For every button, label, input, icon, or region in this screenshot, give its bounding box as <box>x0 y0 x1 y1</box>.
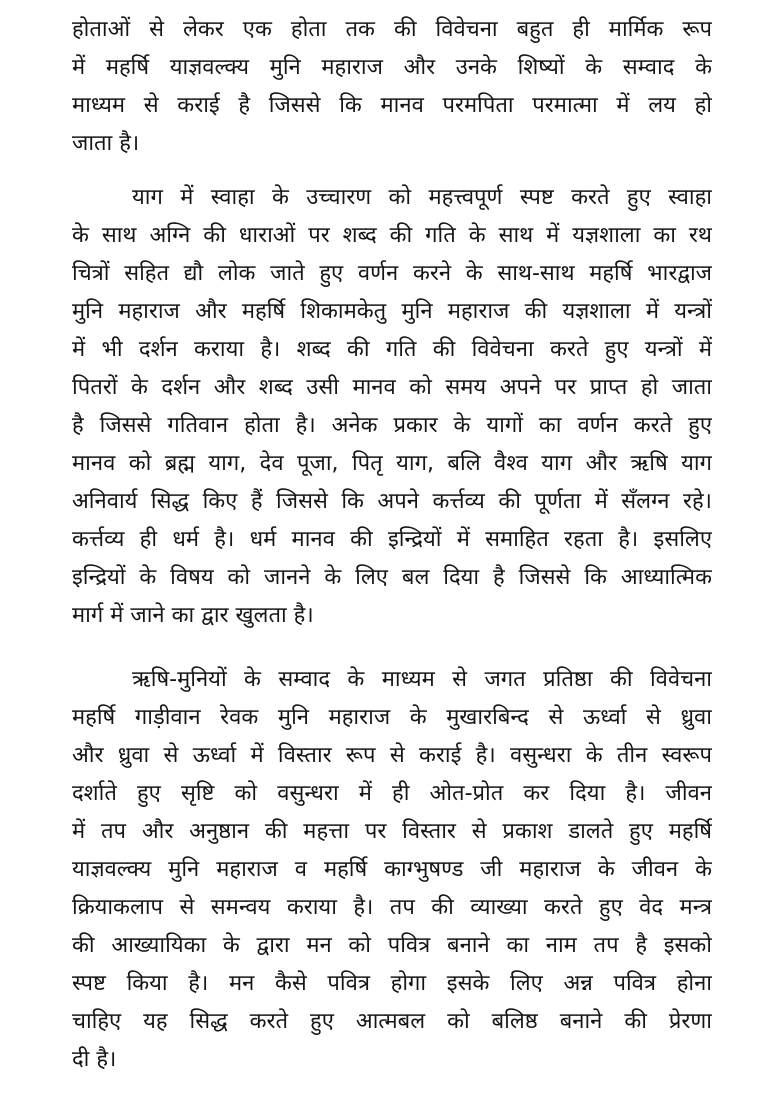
text-line: जाता है। <box>72 131 140 156</box>
paragraph-1 <box>72 11 712 163</box>
text-line: दर्शाते हुए सृष्टि को वसुन्धरा में ही ओत-प्रोत कर दिया है। जीवन <box>72 781 712 806</box>
text-line: दी है। <box>72 1047 117 1072</box>
text-line: अनिवार्य सिद्ध किए हैं जिससे कि अपने कर्त्तव्य की पूर्णता में सँलग्न रहे। <box>72 489 712 514</box>
text-line: इन्द्रियों के विषय को जानने के लिए बल दिया है जिससे कि आध्यात्मिक <box>72 565 712 590</box>
text-line: है जिससे गतिवान होता है। अनेक प्रकार के यागों का वर्णन करते हुए <box>72 413 712 438</box>
text-line: कर्त्तव्य ही धर्म है। धर्म मानव की इन्द्रियों में समाहित रहता है। इसलिए <box>72 527 712 552</box>
text-line: के साथ अग्नि की धाराओं पर शब्द की गति के साथ में यज्ञशाला का रथ <box>72 223 712 248</box>
text-line: में तप और अनुष्ठान की महत्ता पर विस्तार से प्रकाश डालते हुए महर्षि <box>72 819 712 844</box>
text-line: मुनि महाराज और महर्षि शिकामकेतु मुनि महाराज की यज्ञशाला में यन्त्रों <box>72 299 712 324</box>
text-line: क्रियाकलाप से समन्वय कराया है। तप की व्याख्या करते हुए वेद मन्त्र <box>72 895 712 920</box>
text-line: महर्षि गाड़ीवान रेवक मुनि महाराज के मुखारबिन्द से ऊर्ध्वा से ध्रुवा <box>72 705 712 730</box>
text-line: माध्यम से कराई है जिससे कि मानव परमपिता परमात्मा में लय हो <box>72 93 712 118</box>
text-line: पितरों के दर्शन और शब्द उसी मानव को समय अपने पर प्राप्त हो जाता <box>72 375 712 400</box>
text-line: स्पष्ट किया है। मन कैसे पवित्र होगा इसके लिए अन्न पवित्र होना <box>72 971 712 996</box>
text-line: चित्रों सहित द्यौ लोक जाते हुए वर्णन करने के साथ-साथ महर्षि भारद्वाज <box>72 261 712 286</box>
text-line: और ध्रुवा से ऊर्ध्वा में विस्तार रूप से कराई है। वसुन्धरा के तीन स्वरूप <box>72 743 712 768</box>
text-line: चाहिए यह सिद्ध करते हुए आत्मबल को बलिष्ठ बनाने की प्रेरणा <box>72 1009 712 1034</box>
text-line: याग में स्वाहा के उच्चारण को महत्त्वपूर्ण स्पष्ट करते हुए स्वाहा <box>132 185 712 210</box>
text-line: मार्ग में जाने का द्वार खुलता है। <box>72 603 314 628</box>
text-line: याज्ञवल्क्य मुनि महाराज व महर्षि काग्भुषण्ड जी महाराज के जीवन के <box>72 857 712 882</box>
text-line: होताओं से लेकर एक होता तक की विवेचना बहुत ही मार्मिक रूप <box>72 17 712 42</box>
text-line: में महर्षि याज्ञवल्क्य मुनि महाराज और उनके शिष्यों के सम्वाद के <box>72 55 712 80</box>
text-line: में भी दर्शन कराया है। शब्द की गति की विवेचना करते हुए यन्त्रों में <box>72 337 712 362</box>
text-line: मानव को ब्रह्म याग, देव पूजा, पितृ याग, बलि वैश्व याग और ऋषि याग <box>72 451 712 476</box>
paragraph-3 <box>72 661 712 1079</box>
paragraph-2 <box>72 179 712 635</box>
text-line: ऋषि-मुनियों के सम्वाद के माध्यम से जगत प्रतिष्ठा की विवेचना <box>132 667 712 692</box>
text-line: की आख्यायिका के द्वारा मन को पवित्र बनाने का नाम तप है इसको <box>72 933 712 958</box>
